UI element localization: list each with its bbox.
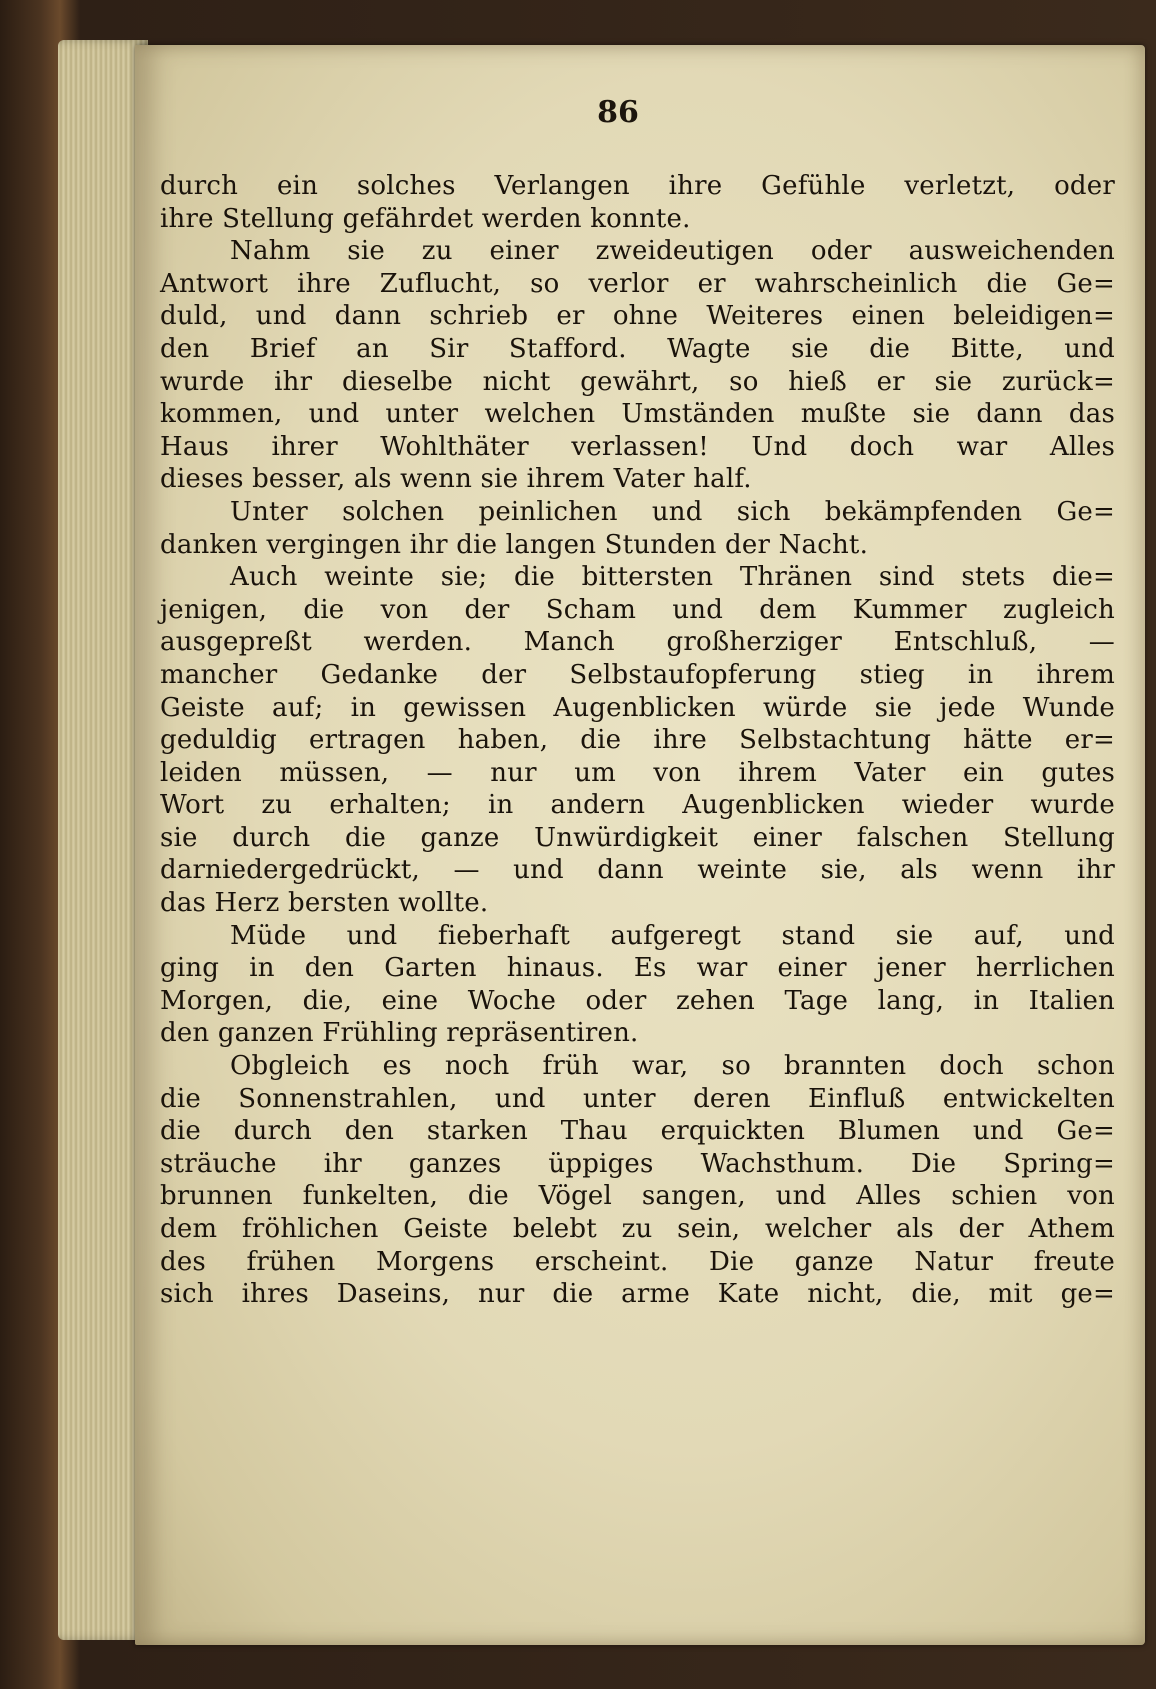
text-line: kommen, und unter welchen Umständen mußte sie dann das — [160, 399, 1115, 430]
text-line: den Brief an Sir Stafford. Wagte sie die Bitte, und — [160, 333, 1115, 364]
page-number: 86 — [597, 95, 639, 130]
text-line: Morgen, die, eine Woche oder zehen Tage lang, in Italien — [160, 985, 1115, 1016]
text-line: durch ein solches Verlangen ihre Gefühle verletzt, oder — [160, 171, 1115, 201]
text-line: Obgleich es noch früh war, so brannten doch schon — [230, 1051, 1115, 1082]
text-line: sie durch die ganze Unwürdigkeit einer falschen Stellung — [160, 822, 1115, 853]
text-line: ihre Stellung gefährdet werden konnte. — [160, 203, 691, 234]
text-line: leiden müssen, — nur um von ihrem Vater ein gutes — [160, 757, 1115, 788]
text-line: das Herz bersten wollte. — [160, 888, 489, 919]
text-line: duld, und dann schrieb er ohne Weiteres einen beleidigen= — [160, 301, 1115, 332]
text-line: den ganzen Frühling repräsentiren. — [160, 1018, 639, 1049]
body-text — [160, 170, 1115, 1311]
text-line: geduldig ertragen haben, die ihre Selbstachtung hätte er= — [160, 725, 1115, 756]
text-line: brunnen funkelten, die Vögel sangen, und Alles schien von — [160, 1181, 1115, 1212]
text-line: die Sonnenstrahlen, und unter deren Einfluß entwickelten — [160, 1083, 1115, 1114]
text-line: Unter solchen peinlichen und sich bekämpfenden Ge= — [230, 496, 1115, 527]
text-line: ausgepreßt werden. Manch großherziger Entschluß, — — [160, 627, 1115, 658]
text-line: Müde und fieberhaft aufgeregt stand sie auf, und — [230, 920, 1115, 951]
text-line: mancher Gedanke der Selbstaufopferung stieg in ihrem — [160, 659, 1115, 690]
text-line: Antwort ihre Zuflucht, so verlor er wahrscheinlich die Ge= — [160, 268, 1115, 299]
text-line: Auch weinte sie; die bittersten Thränen sind stets die= — [230, 562, 1115, 593]
text-line: die durch den starken Thau erquickten Blumen und Ge= — [160, 1116, 1115, 1147]
text-line: wurde ihr dieselbe nicht gewährt, so hieß er sie zurück= — [160, 366, 1115, 397]
text-line: Haus ihrer Wohlthäter verlassen! Und doch war Alles — [160, 431, 1115, 462]
text-line: sich ihres Daseins, nur die arme Kate nicht, die, mit ge= — [160, 1279, 1115, 1310]
text-line: darniedergedrückt, — und dann weinte sie, als wenn ihr — [160, 855, 1115, 886]
text-line: Geiste auf; in gewissen Augenblicken würde sie jede Wunde — [160, 692, 1115, 723]
text-line: ging in den Garten hinaus. Es war einer jener herrlichen — [160, 953, 1115, 984]
text-line: danken vergingen ihr die langen Stunden der Nacht. — [160, 529, 869, 560]
text-line: des frühen Morgens erscheint. Die ganze Natur freute — [160, 1246, 1115, 1277]
text-line: dem fröhlichen Geiste belebt zu sein, welcher als der Athem — [160, 1214, 1115, 1244]
text-line: sträuche ihr ganzes üppiges Wachsthum. Die Spring= — [160, 1148, 1115, 1179]
text-line: Wort zu erhalten; in andern Augenblicken wieder wurde — [160, 790, 1115, 821]
text-line: dieses besser, als wenn sie ihrem Vater half. — [160, 464, 752, 495]
text-line: jenigen, die von der Scham und dem Kummer zugleich — [160, 594, 1115, 625]
text-line: Nahm sie zu einer zweideutigen oder ausweichenden — [230, 236, 1115, 267]
